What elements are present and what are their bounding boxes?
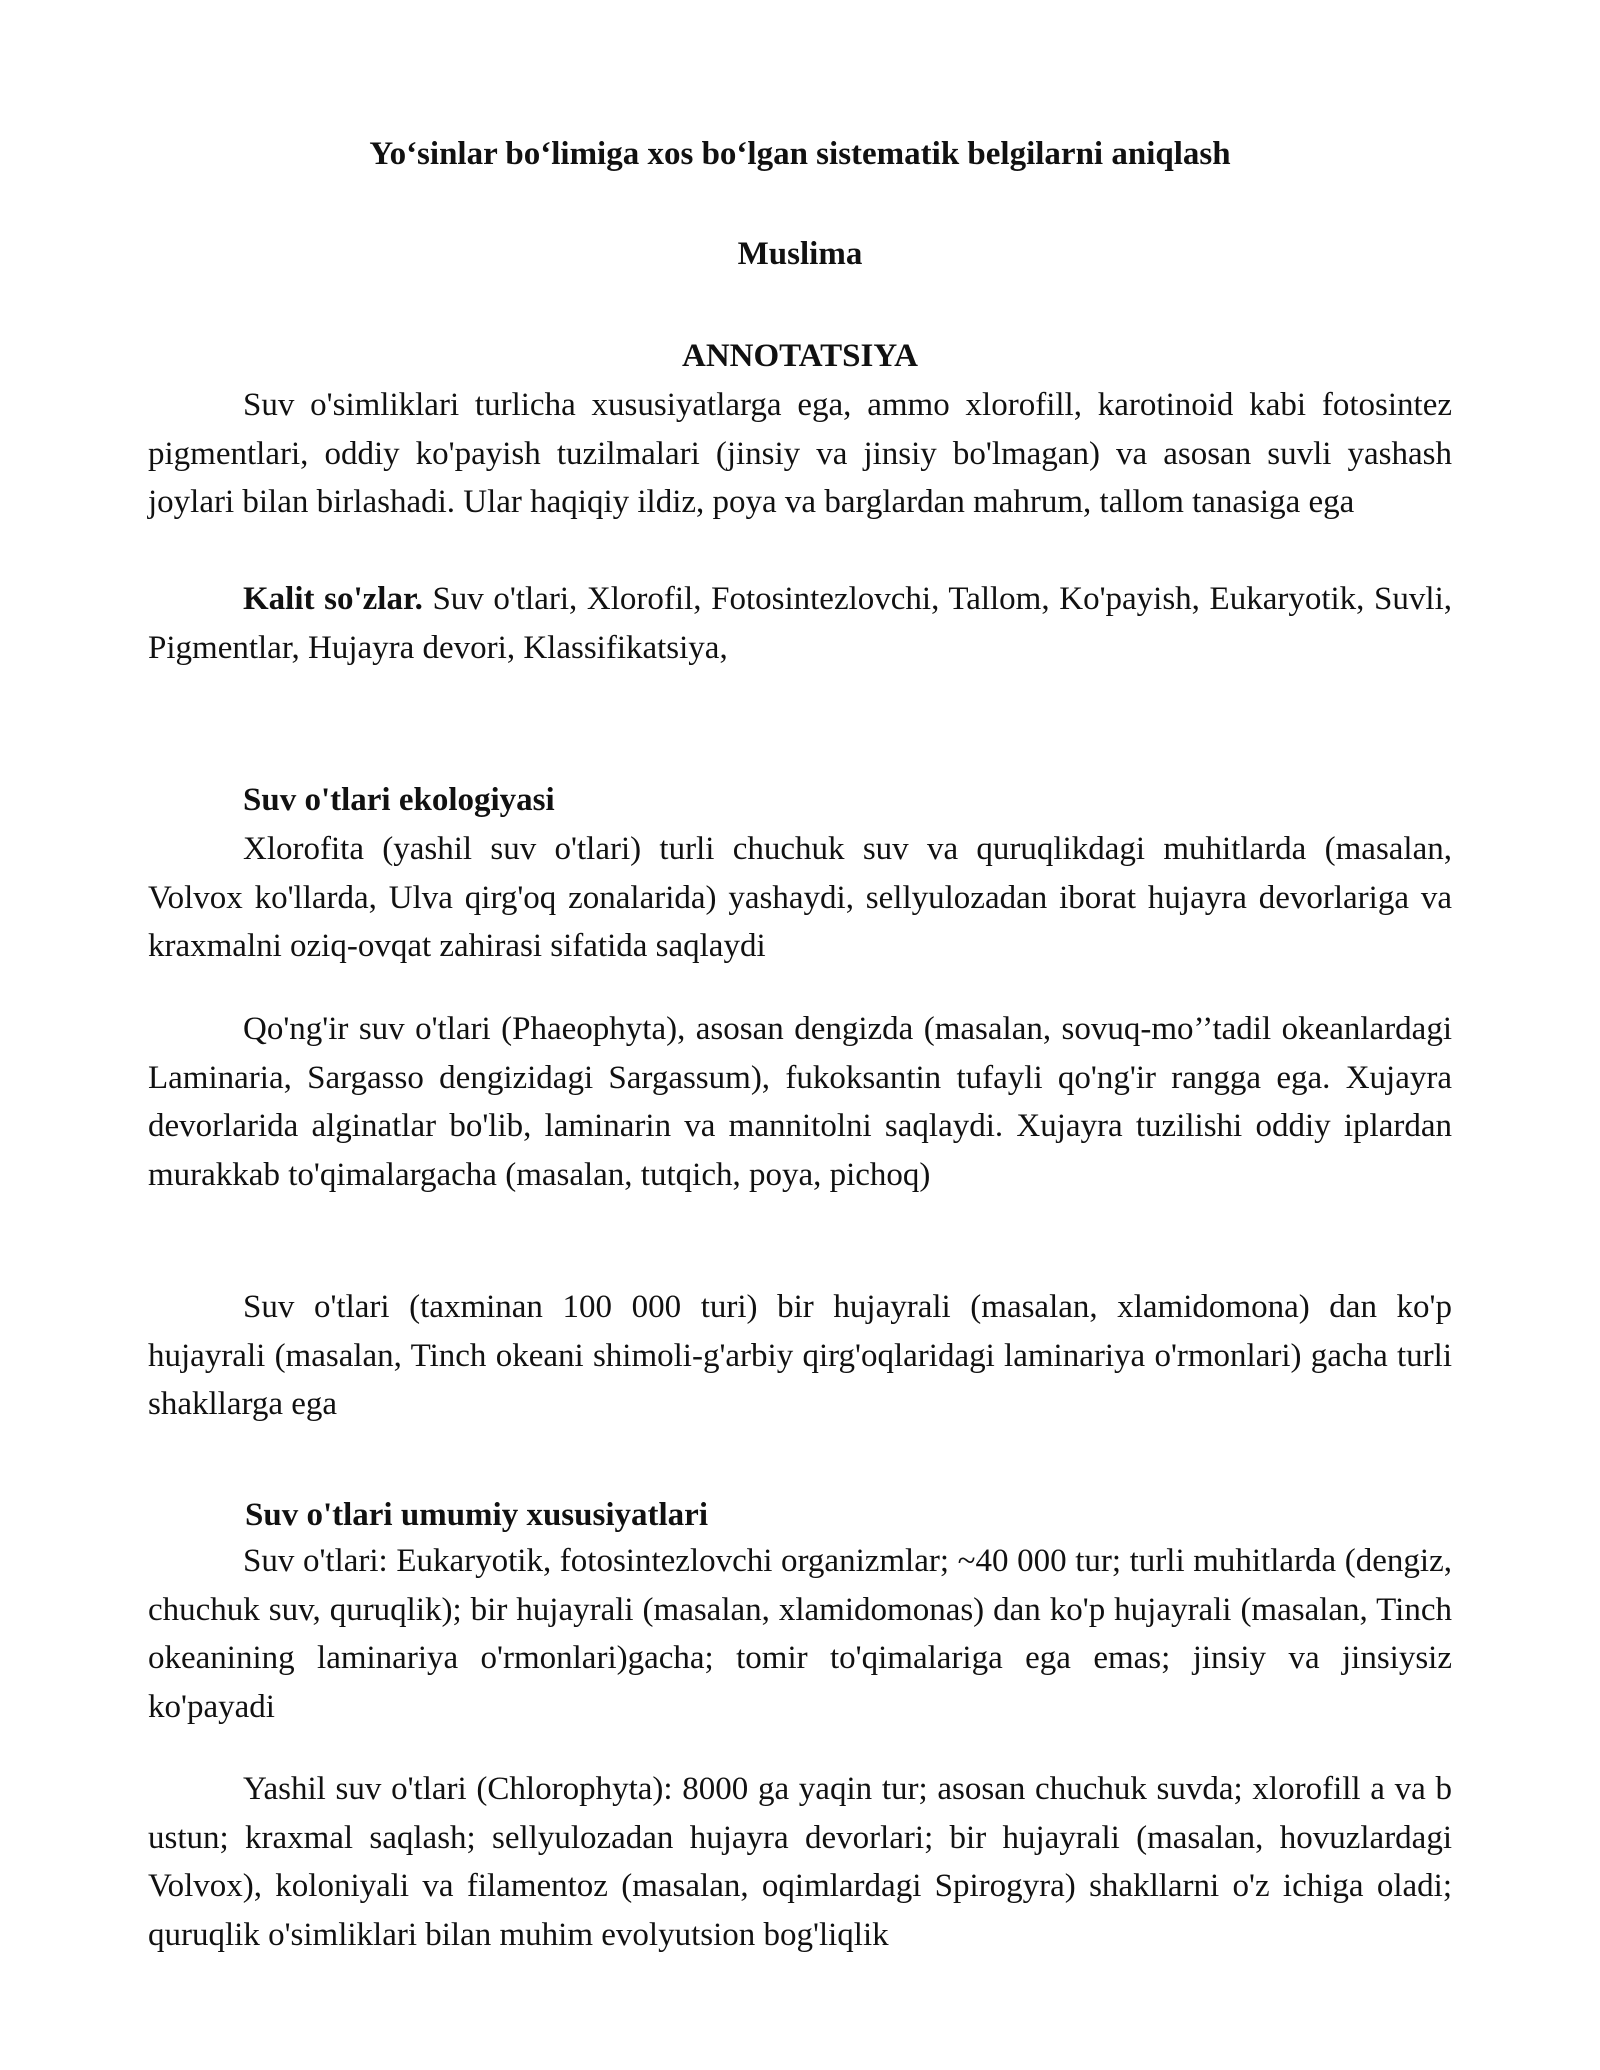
ecology-paragraph-2: Qo'ng'ir suv o'tlari (Phaeophyta), asosan dengizda (masalan, sovuq-mo’’tadil okeanlardagi Laminaria, Sargasso dengizidagi Sargassum), fukoksantin tufayli qo'ng'ir rangga ega. Xujayra devorlarida alginatlar bo'lib, laminarin va mannitolni saqlaydi. Xujayra tuzilishi oddiy iplardan murakkab to'qimalargacha (masalan, tutqich, poya, pichoq) — [148, 1011, 1452, 1193]
general-heading: Suv o'tlari umumiy xususiyatlari — [245, 1497, 708, 1533]
keywords-paragraph — [148, 575, 1452, 672]
document-title: Yo‘sinlar bo‘limiga xos bo‘lgan sistematik belgilarni aniqlash — [369, 136, 1231, 172]
ecology-paragraph-3: Suv o'tlari (taxminan 100 000 turi) bir hujayrali (masalan, xlamidomona) dan ko'p hujayrali (masalan, Tinch okeani shimoli-g'arbiy qirg'oqlaridagi laminariya o'rmonlari) gacha turli shakllarga ega — [148, 1289, 1452, 1422]
annotation-heading: ANNOTATSIYA — [682, 338, 918, 374]
keywords-label: Kalit so'zlar. — [243, 581, 423, 617]
annotation-text: Suv o'simliklari turlicha xususiyatlarga ega, ammo xlorofill, karotinoid kabi fotosintez pigmentlari, oddiy ko'payish tuzilmalari (jinsiy va jinsiy bo'lmagan) va asosan suvli yashash joylari bilan birlashadi. Ular haqiqiy ildiz, poya va barglardan mahrum, tallom tanasiga ega — [148, 387, 1452, 520]
general-paragraph-2: Yashil suv o'tlari (Chlorophyta): 8000 ga yaqin tur; asosan chuchuk suvda; xlorofill a va b ustun; kraxmal saqlash; sellyulozadan hujayra devorlari; bir hujayrali (masalan, hovuzlardagi Volvox), koloniyali va filamentoz (masalan, oqimlardagi Spirogyra) shakllarni o'z ichiga oladi; quruqlik o'simliklari bilan muhim evolyutsion bog'liqlik — [148, 1771, 1452, 1953]
keywords-list: Suv o'tlari, Xlorofil, Fotosintezlovchi, Tallom, Ko'payish, Eukaryotik, Suvli, Pigmentlar, Hujayra devori, Klassifikatsiya, — [148, 581, 1452, 666]
ecology-heading: Suv o'tlari ekologiyasi — [243, 782, 555, 818]
author-name: Muslima — [737, 236, 863, 272]
ecology-paragraph-1: Xlorofita (yashil suv o'tlari) turli chuchuk suv va quruqlikdagi muhitlarda (masalan, Volvox ko'llarda, Ulva qirg'oq zonalarida) yashaydi, sellyulozadan iborat hujayra devorlariga va kraxmalni oziq-ovqat zahirasi sifatida saqlaydi — [148, 831, 1452, 964]
general-paragraph-1: Suv o'tlari: Eukaryotik, fotosintezlovchi organizmlar; ~40 000 tur; turli muhitlarda (dengiz, chuchuk suv, quruqlik); bir hujayrali (masalan, xlamidomonas) dan ko'p hujayrali (masalan, Tinch okeanining laminariya o'rmonlari)gacha; tomir to'qimalariga ega emas; jinsiy va jinsiysiz ko'payadi — [148, 1543, 1452, 1725]
